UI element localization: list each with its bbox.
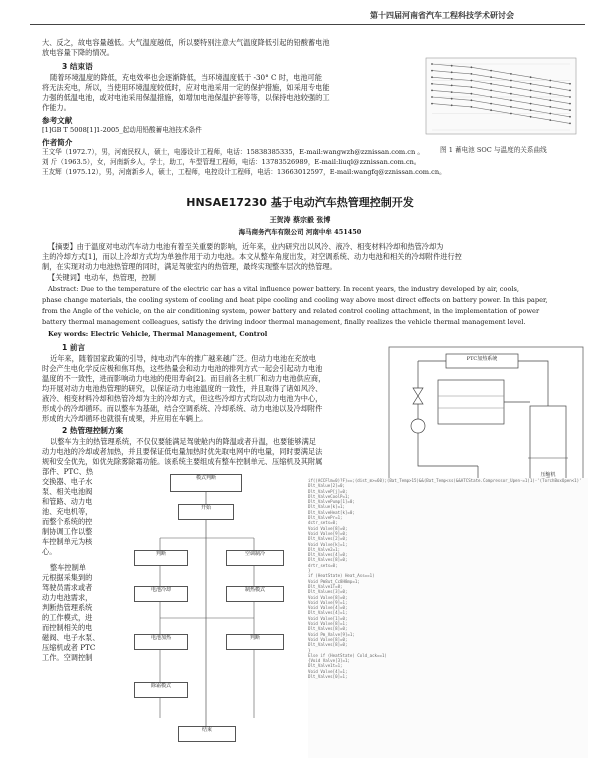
code-line: if((ACCFlm=0)?F)==;(dist_m>=60);(Bat_Temp>15)&&(Bat_Temp<ss)&&ATCState.Compressor_Upen-=1(1)-'(TorchBoxOpen<1)' [308,478,582,483]
abstract-cn-line-2: 主的冷却方式[1]，而以上冷却方式均为单独作用于动力电池。本文从整车角度出发，对空调系统、动力电池和相关的冷却附件进行控 [42,252,462,261]
narrow-line: 的工作模式，进 [42,613,93,622]
code-line: Else if (HeatState) Cold_ack==1) [308,652,387,658]
abstract-cn-line-3: 制，在实现对动力电池热管理的同时，满足驾驶室内的热管理，最终实现整车层次的热管理。 [42,262,337,271]
abstract-en-line-3: from the Angle of the vehicle, on the air conditioning system, power battery and related control cooling attachment, in the implementation of power [42,307,540,315]
soc-data-point [569,103,571,105]
keywords-en: Key words: Electric Vehicle, Thermal Management, Control [48,330,268,338]
conclusion-line-3: 力强的低温电池，或对电池采用保温措施，如增加电池保温护套等等，以保持电池较强的工 [42,93,330,102]
code-line: Dlt_Valve1t=1; [308,663,343,669]
section-2-line-2: 动力电池的冷却或者加热，并且要保证低电量加热时优先取电网中的电量，同时要满足法 [42,447,323,456]
soc-data-point [530,96,532,98]
soc-data-point [490,70,492,72]
code-line: Dlt_ValvePump[1]=0; [308,499,355,505]
intro-line-1: 大、反之，故电容量越低。大气温度越低，所以要特别注意大气温度降低引起的铅酸蓄电池 [42,38,330,47]
soc-data-point [431,90,433,92]
soc-data-point [569,96,571,98]
soc-data-point [490,90,492,92]
flowchart-box: 电池加热 [134,634,188,650]
keywords-cn: 【关键词】电动车，热管理，控制 [48,273,156,282]
conclusion-title: 3 结束语 [62,62,93,71]
narrow-line: 元根据采集到的 [42,573,93,582]
code-line: dctr_sets=0; [308,520,338,526]
narrow-line: 而控制相关的电 [42,623,93,632]
flowchart [114,468,298,758]
soc-data-point [549,113,551,115]
section-1-line-2: 时会产生电化学反应极和焦耳热，这些热量会和动力电池的排列方式一起会引起动力电池 [42,364,323,373]
soc-data-point [431,96,433,98]
soc-data-point [549,86,551,88]
narrow-line: 压缩机或者 PTC [42,643,96,652]
conclusion-line-2: 将无法充电，所以，当使用环境温度较低时，应对电池采用一定的保护措施，如采用专电能 [42,83,330,92]
soc-data-point [549,106,551,108]
code-line: Void Valve[4]=1; [308,668,348,674]
narrow-line: 整车控制单 [50,563,86,572]
conference-header: 第十四届河南省汽车工程科技学术研讨会 [370,11,514,20]
code-line: Dlt_Value[k]=1; [308,504,345,510]
section-2-title: 2 热管理控制方案 [62,426,124,435]
soc-data-point [549,119,551,121]
soc-figure-caption: 图 1 蓄电池 SOC 与温度的关系曲线 [440,146,547,154]
abstract-en-line-1: Abstract: Due to the temperature of the electric car has a vital influence power battery. In recent years, the industry developed by air, cools, [48,285,520,293]
flowchart-box: 判断 [226,634,284,650]
code-line: Dlt_ValvePr=1; [308,515,343,521]
section-2-line-1: 以整车为主的热管理系统，不仅仅要能满足驾驶舱内的降温或者升温，也要能够满足 [50,437,316,446]
section-2-narrow-column [42,467,110,663]
code-line: Void Valve[9]=1; [308,599,348,605]
intro-line-2: 放电容量下降的情况。 [42,48,114,57]
code-line: {Void Valve[3]=1; [308,658,350,664]
soc-data-point [490,109,492,111]
soc-data-point [490,103,492,105]
narrow-line: 心。 [42,547,57,556]
code-line: Void Valve[8]=1; [308,621,348,627]
soc-data-point [490,96,492,98]
section-1-line-6: 形成小的冷却循环。而以整车为基础，结合空调系统、冷却系统、动力电池以及冷却附件 [42,404,323,413]
narrow-line: 车控制单元为核 [42,537,93,546]
narrow-line: 而整个系统的控 [42,517,93,526]
code-line: Void Valve[9]=0; [308,530,348,536]
soc-data-point [530,90,532,92]
code-line: Void Valve[8]=0; [308,525,348,531]
conclusion-line-4: 作能力。 [42,103,71,112]
narrow-line: 池、充电机等， [42,507,93,516]
header-rule [30,24,585,25]
code-line: Dlt_Valves[8]=0; [308,626,348,632]
code-line: Dlt_Valves[4]=1; [308,610,348,616]
section-1-line-4: 均开展对动力电池热管理的研究，以保证动力电池温度的一致性，并且取得了诸如风冷、 [42,384,323,393]
narrow-line: 交换器、电子水 [42,477,93,486]
code-line: Void Pm8ut_Cc8H8mp=1; [308,578,360,584]
compressor-label: 压缩机 [540,472,556,478]
flowchart-box: 制热模式 [226,586,284,602]
abstract-en-line-4: battery thermal management colleagues, satisfy the driving indoor thermal management, finally realizes the vehicle thermal management level. [42,318,526,326]
soc-data-point [510,113,512,115]
narrow-line: 驾驶员需求或者 [42,583,93,592]
code-line: Void Valve[8]=0; [308,594,348,600]
code-line: Dlt_Valves[8]=0; [308,642,348,648]
code-line: Dlt_Value[2]=0; [308,483,345,489]
code-line: Dlt_Valve1T=8; [308,583,343,589]
soc-data-point [431,70,433,72]
article-affiliation: 海马商务汽车有限公司 河南中牟 451450 [238,228,362,236]
code-line: if (HeatState) Heat_Ass==1) [308,573,375,579]
soc-data-point [490,83,492,85]
code-line: Dlt_Valves[0]=1; [308,673,348,679]
section-1-title: 1 前言 [62,343,86,352]
soc-data-point [451,104,453,106]
soc-data-point [451,65,453,67]
narrow-line: 和管路、动力电 [42,497,93,506]
soc-data-point [471,106,473,108]
code-line: Dlt_ValveP[j]=0; [308,488,348,494]
soc-data-point [431,83,433,85]
narrow-line: 动力电池需求， [42,593,93,602]
soc-data-point [451,91,453,93]
code-line: Dlt_ValveHeat[k]=0; [308,509,355,515]
section-1-line-1: 近年来，随着国家政策的引导，纯电动汽车的推广越来越广泛。但动力电池在充放电 [50,354,316,363]
flowchart-box: 结束 [178,726,236,742]
abstract-en-line-2: phase change materials, the cooling system of cooling and heat pipe cooling and cooling way above most direct effects on battery power. In this paper, [42,296,548,304]
author-bio-2: 刘 斤（1963.5），女，河南新乡人，学士，助工，车型管理工程师，电话：13783526989，E-mail:liuql@zznissan.com.cn。 [42,158,421,166]
section-2-line-3: 规和安全优先，如优先除雾除霜功能。该系统主要组成有整车控制单元、压缩机及其附属 [42,457,323,466]
soc-data-point [451,98,453,100]
flowchart-box: 判断 [134,550,188,566]
soc-data-point [510,73,512,75]
soc-data-point [549,80,551,82]
code-line: Dlt_ValveCoolP=1; [308,493,350,499]
narrow-line: 工作。空调控制 [42,653,93,662]
article-title: HNSAE17230 基于电动汽车热管理控制开发 [186,196,414,209]
soc-data-point [451,78,453,80]
author-bio-1: 王文华（1972.7），男，河南民权人，硕士，电器设计工程师，电话：15838385335，E-mail:wangwzh@zznissan.com.cn 。 [42,148,424,156]
soc-data-point [471,99,473,101]
soc-data-point [431,76,433,78]
soc-data-point [569,83,571,85]
code-line: } [308,568,311,574]
narrow-line: 磁阀、电子水泵、 [42,633,100,642]
code-line: Dlt_Values[3]=0; [308,589,348,595]
soc-data-point [451,71,453,73]
article-authors: 王贺涛 蔡宗毅 张博 [269,215,331,224]
soc-temperature-chart [420,54,580,138]
code-line: Void Valve[4]=0; [308,605,348,611]
soc-data-point [530,116,532,118]
soc-data-point [510,93,512,95]
soc-data-point [471,86,473,88]
soc-data-point [569,123,571,125]
section-1-line-7: 形成的大冷却循环也就很有成果，并应用在车辆上。 [42,414,208,423]
narrow-line: 泵、相关电池阀 [42,487,93,496]
author-bio-3: 王友辉（1975.12），男，河南新乡人，硕士，工程师，电控设计工程师，电话：13663012597，E-mail:wangfq@zznissan.com.cn。 [42,168,446,176]
soc-data-point [431,103,433,105]
code-line: Void Valve[k]=1; [308,541,348,547]
soc-data-point [471,73,473,75]
section-1-line-3: 温度的不一致性，进而影响动力电池的使用寿命[2]。而目前各主机厂和动力电池供应商， [42,374,326,383]
narrow-line: 制协调工作以整 [42,527,93,536]
soc-data-point [510,106,512,108]
flowchart-box: 模式判断 [170,474,242,492]
flowchart-box: 开始 [178,504,234,520]
conclusion-line-1: 随着环境温度的降低，充电效率也会逐渐降低，当环境温度低于 -30° C 时，电池可能 [50,73,322,82]
soc-data-point [569,109,571,111]
ptc-label: PTC加热系统 [466,356,498,362]
soc-data-point [569,116,571,118]
soc-data-point [510,99,512,101]
code-line: } [308,647,311,653]
soc-data-point [471,66,473,68]
flowchart-box: 空调制冷 [226,550,284,566]
soc-data-point [451,85,453,87]
soc-data-point [510,80,512,82]
soc-data-point [530,76,532,78]
flowchart-box: 电池冷却 [134,586,188,602]
authors-title: 作者简介 [42,138,73,147]
soc-data-point [530,83,532,85]
code-line: Void Valve[8]=0; [308,636,348,642]
code-listing [308,478,588,758]
soc-data-point [471,80,473,82]
references-title: 参考文献 [42,116,73,125]
soc-data-point [549,93,551,95]
code-line: Void Valve[1]=0; [308,615,348,621]
code-line: Dlt_Valves[4]=0; [308,552,348,558]
narrow-line: 判断热管理系统 [42,603,93,612]
soc-data-point [530,109,532,111]
soc-data-point [431,63,433,65]
code-line: Dlt_Valve2=1; [308,546,341,552]
code-line: Void Pm_Valve[9]=1; [308,631,355,637]
narrow-line: 部件、PTC、热 [42,467,94,476]
soc-data-point [510,86,512,88]
code-line: Dlt_Valves[8]=0; [308,557,348,563]
soc-data-point [569,90,571,92]
soc-data-point [530,103,532,105]
section-1-line-5: 液冷、相变材料冷却和热管冷却为主的冷却方式，但这些冷却方式均以动力电池为中心， [42,394,323,403]
soc-data-point [549,99,551,101]
abstract-cn-line-1: 【摘要】由于温度对电动汽车动力电池有着至关重要的影响，近年来，业内研究出以风冷、液冷、相变材料冷却和热管冷却为 [48,242,444,251]
soc-data-point [471,93,473,95]
code-line: drtr_sets=0; [308,562,338,568]
reference-1: [1]GB T 5008[1]1-2005_起动用铅酸蓄电池技术条件 [42,126,202,134]
flowchart-box: 除霜模式 [134,682,188,698]
code-line: Dlt_Valves[2]=0; [308,536,348,542]
soc-data-point [490,76,492,78]
